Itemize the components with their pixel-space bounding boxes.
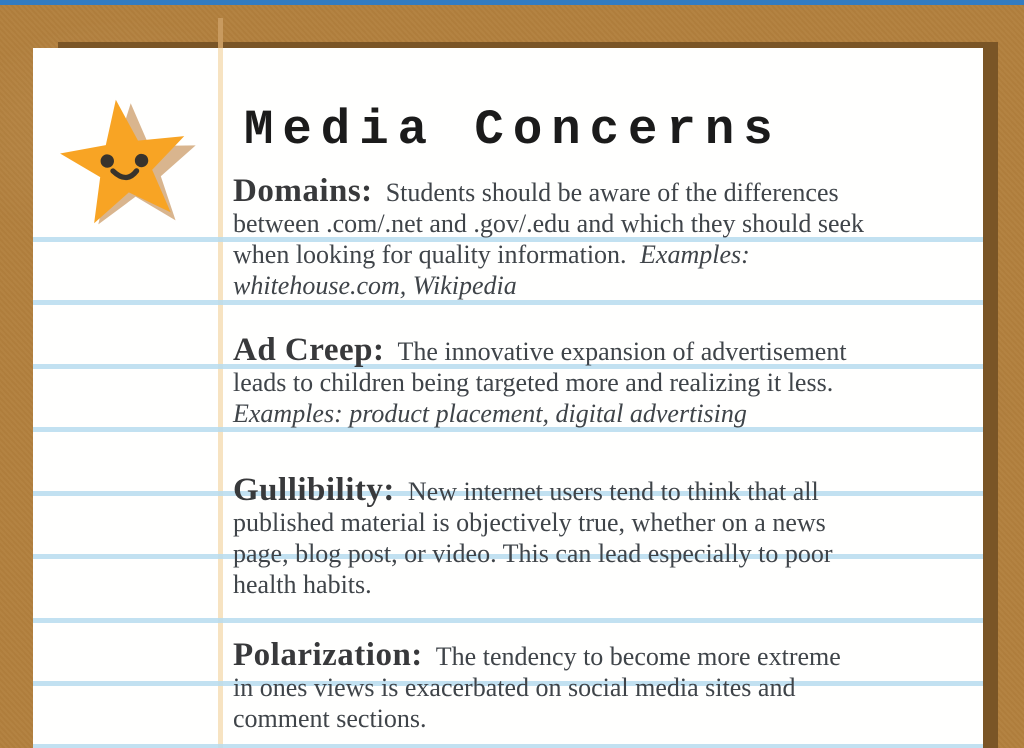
body-text: comment sections. xyxy=(233,704,427,733)
body-text: New internet users tend to think that all xyxy=(407,477,819,506)
body-text: page, blog post, or video. This can lead especially to poor xyxy=(233,539,833,568)
text-line xyxy=(233,367,993,398)
text-line xyxy=(233,173,993,209)
body-text: between .com/.net and .gov/.edu and which they should seek xyxy=(233,209,865,238)
text-line xyxy=(233,538,993,569)
body-text: leads to children being targeted more and realizing it less. xyxy=(233,368,834,397)
page-title: Media Concerns xyxy=(244,102,782,158)
example-text: Examples: product placement, digital advertising xyxy=(233,399,747,428)
text-line xyxy=(233,672,993,703)
body-text: when looking for quality information. xyxy=(233,240,634,269)
body-text: Students should be aware of the differences xyxy=(385,178,839,207)
section-gullibility xyxy=(233,472,993,600)
text-line xyxy=(233,472,993,508)
text-line xyxy=(233,270,993,301)
body-text: in ones views is exacerbated on social media sites and xyxy=(233,673,796,702)
text-line xyxy=(233,332,993,368)
section-polarization xyxy=(233,637,993,734)
text-line xyxy=(233,507,993,538)
section-heading: Gullibility: xyxy=(233,472,395,508)
section-domains xyxy=(233,173,993,301)
body-text: The innovative expansion of advertisement xyxy=(397,337,847,366)
body-text: health habits. xyxy=(233,570,372,599)
section-heading: Ad Creep: xyxy=(233,332,385,368)
text-line xyxy=(233,569,993,600)
text-line xyxy=(233,208,993,239)
text-line xyxy=(233,398,993,429)
section-heading: Domains: xyxy=(233,173,373,209)
section-heading: Polarization: xyxy=(233,637,423,673)
section-adcreep xyxy=(233,332,993,429)
text-line xyxy=(233,703,993,734)
body-text: published material is objectively true, whether on a news xyxy=(233,508,826,537)
body-text: The tendency to become more extreme xyxy=(435,642,841,671)
text-line xyxy=(233,239,993,270)
example-text: Examples: xyxy=(640,240,750,269)
example-text: whitehouse.com, Wikipedia xyxy=(233,271,517,300)
text-line xyxy=(233,637,993,673)
